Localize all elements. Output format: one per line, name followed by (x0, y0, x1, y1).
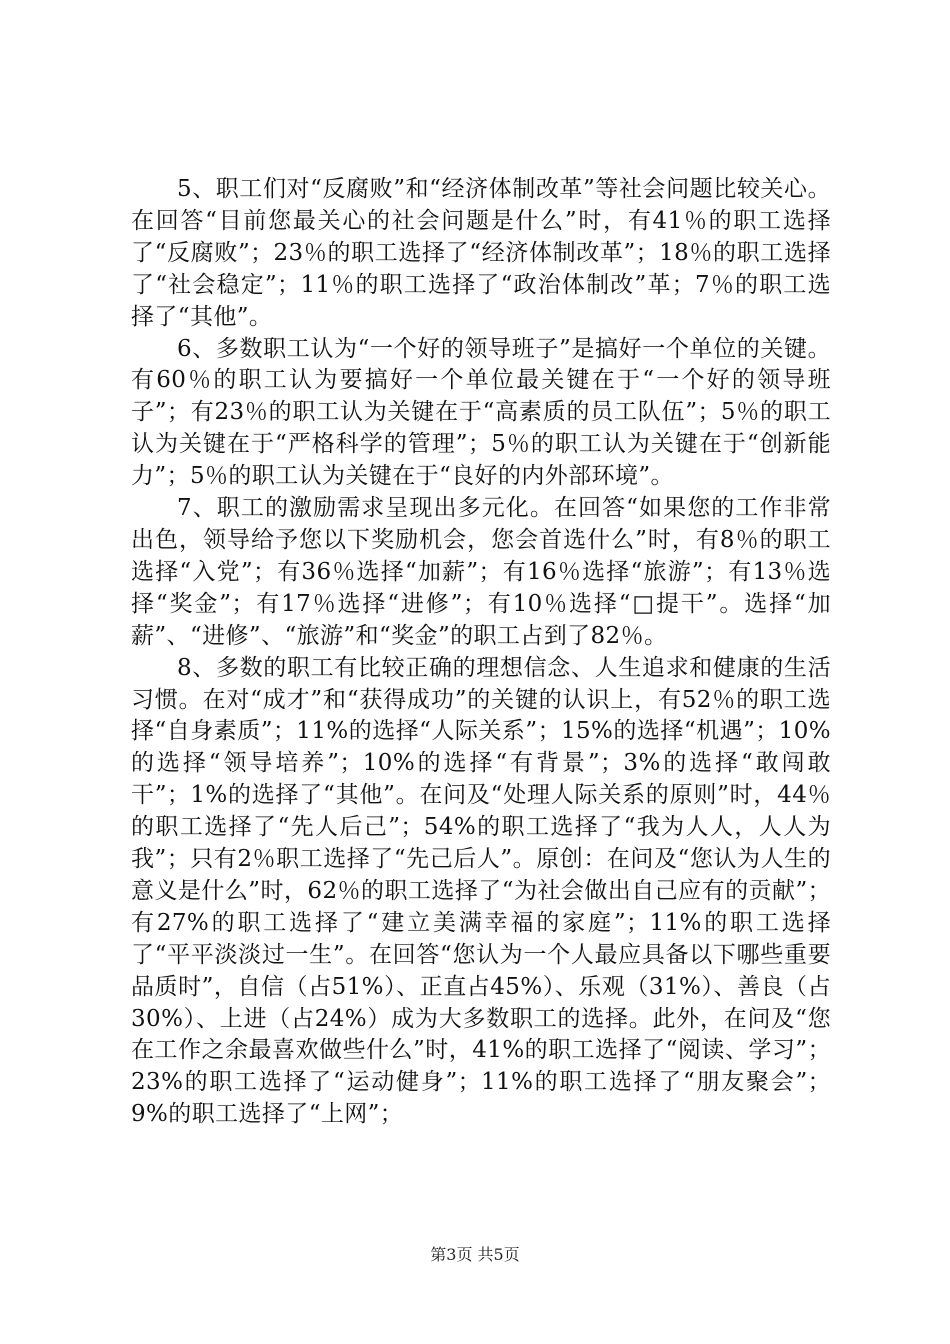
paragraph-6: 6、多数职工认为“一个好的领导班子”是搞好一个单位的关键。有60％的职工认为要搞好一个单位最关键在于“一个好的领导班子”；有23％的职工认为关键在于“高素质的员工队伍”；5％的职工认为关键在于“严格科学的管理”；5％的职工认为关键在于“创新能力”；5％的职工认为关键在于“良好的内外部环境”。 (131, 335, 831, 490)
paragraph-8: 8、多数的职工有比较正确的理想信念、人生追求和健康的生活习惯。在对“成才”和“获得成功”的关键的认识上，有52％的职工选择“自身素质”；11%的选择“人际关系”；15%的选择“机遇”；10%的选择“领导培养”；10%的选择“有背景”；3%的选择“敢闯敢干”；1%的选择了“其他”。在问及“处理人际关系的原则”时，44％的职工选择了“先人后己”；54%的职工选择了“我为人人，人人为我”；只有2％职工选择了“先己后人”。原创：在问及“您认为人生的意义是什么”时，62％的职工选择了“为社会做出自己应有的贡献”；有27%的职工选择了“建立美满幸福的家庭”；11%的职工选择了“平平淡淡过一生”。在回答“您认为一个人最应具备以下哪些重要品质时”，自信（占51%）、正直占45%）、乐观（31%）、善良（占30%）、上进（占24%）成为大多数职工的选择。此外，在问及“您在工作之余最喜欢做些什么”时，41%的职工选择了“阅读、学习”；23%的职工选择了“运动健身”；11%的职工选择了“朋友聚会”；9%的职工选择了“上网”； (131, 654, 831, 1128)
paragraph-5: 5、职工们对“反腐败”和“经济体制改革”等社会问题比较关心。在回答“目前您最关心的社会问题是什么”时，有41％的职工选择了“反腐败”；23％的职工选择了“经济体制改革”；18％的职工选择了“社会稳定”；11％的职工选择了“政治体制改”革；7％的职工选择了“其他”。 (131, 176, 831, 330)
paragraph-7: 7、职工的激励需求呈现出多元化。在回答“如果您的工作非常出色，领导给予您以下奖励机会，您会首选什么”时，有8％的职工选择“入党”；有36％选择“加薪”；有16％选择“旅游”；有13％选择“奖金”；有17％选择“进修”；有10％选择“□提干”。选择“加薪”、“进修”、“旅游”和“奖金”的职工占到了82％。 (131, 495, 831, 649)
body-text (131, 174, 831, 1131)
page-number-footer: 第3页 共5页 (430, 1245, 520, 1264)
